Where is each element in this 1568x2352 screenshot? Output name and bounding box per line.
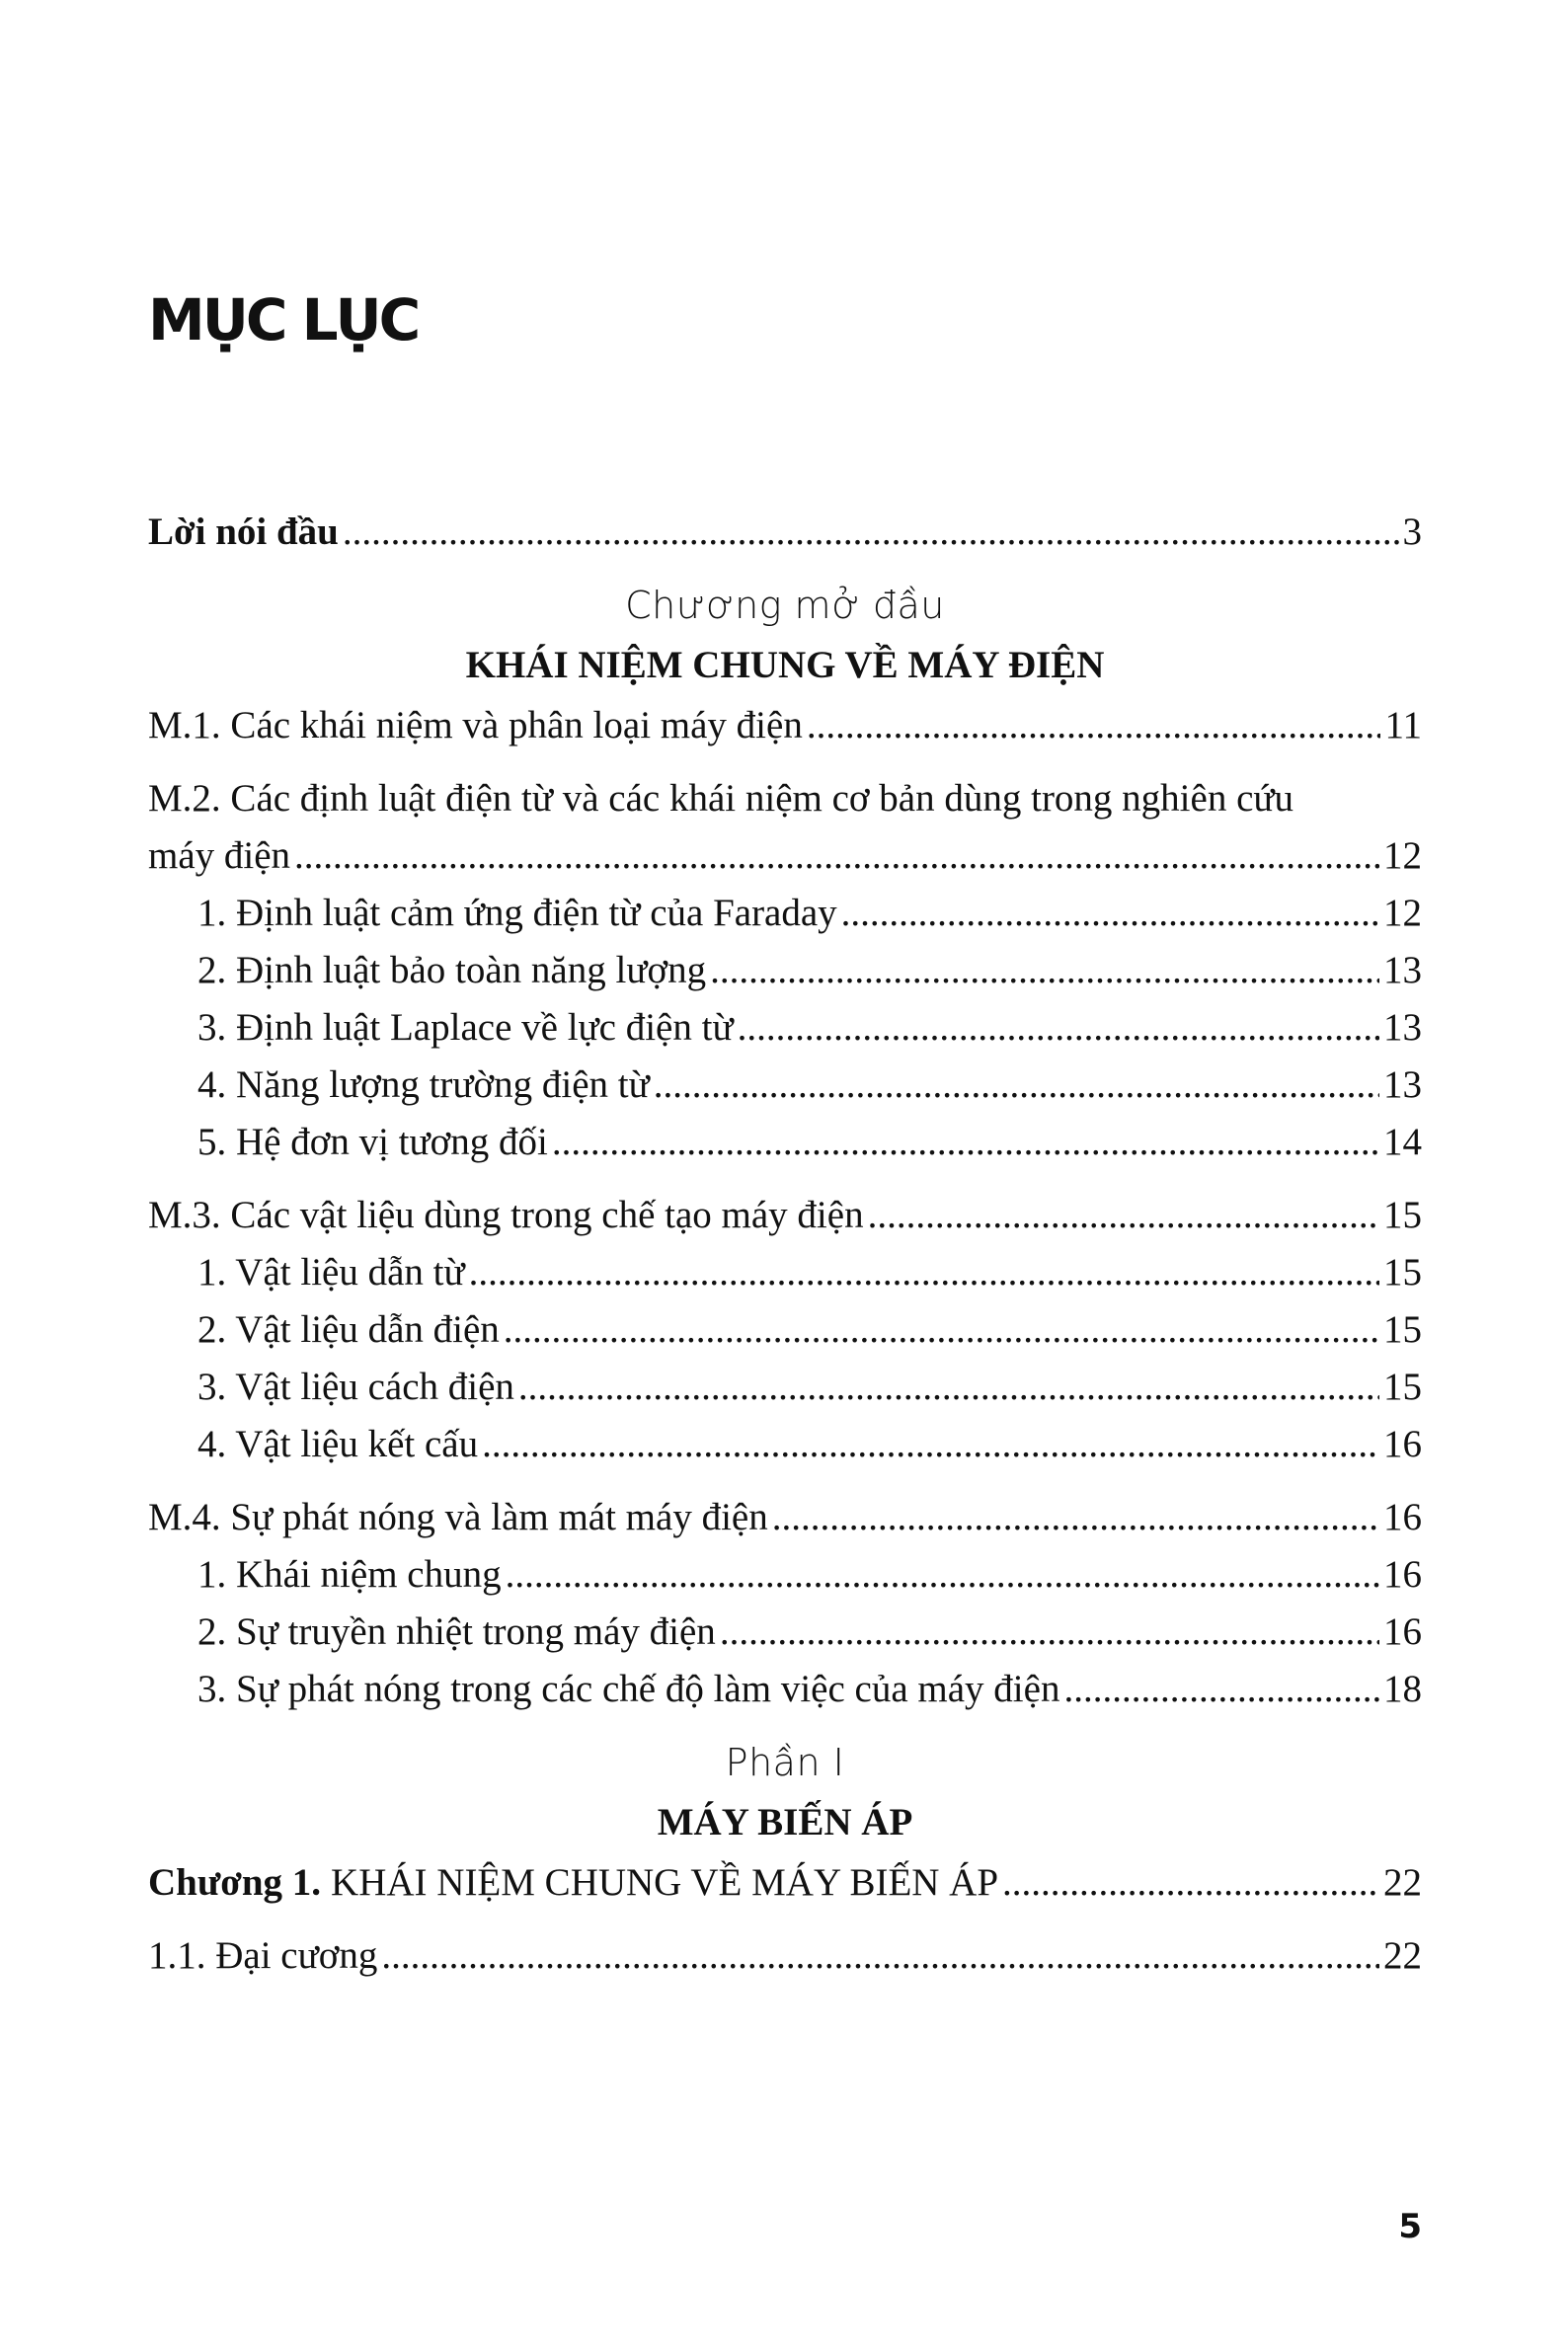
toc-entry-label: M.3. Các vật liệu dùng trong chế tạo máy điện bbox=[148, 1194, 864, 1236]
toc-entry-label: máy điện bbox=[148, 834, 291, 877]
toc-page-number: 22 bbox=[1383, 1934, 1422, 1977]
page-number: 5 bbox=[1398, 2207, 1422, 2246]
toc-page-number: 16 bbox=[1383, 1610, 1422, 1653]
toc-subentry[interactable] bbox=[148, 942, 1422, 999]
toc-subentry[interactable] bbox=[148, 1244, 1422, 1301]
dot-leader bbox=[504, 1301, 1379, 1359]
dot-leader bbox=[518, 1359, 1379, 1416]
dot-leader bbox=[294, 827, 1379, 885]
dot-leader bbox=[552, 1114, 1379, 1171]
part-label: Phần I bbox=[725, 1741, 845, 1784]
toc-entry-m2-line1[interactable]: M.2. Các định luật điện từ và các khái niệm cơ bản dùng trong nghiên cứu bbox=[148, 777, 1294, 820]
toc-page-number: 12 bbox=[1383, 834, 1422, 877]
dot-leader bbox=[469, 1244, 1379, 1301]
dot-leader bbox=[868, 1187, 1379, 1244]
toc-entry-label: 2. Sự truyền nhiệt trong máy điện bbox=[197, 1610, 716, 1653]
toc-page-number: 12 bbox=[1383, 892, 1422, 934]
toc-entry-label: Lời nói đầu bbox=[148, 510, 339, 553]
dot-leader bbox=[710, 942, 1379, 999]
toc-entry-label: 1. Định luật cảm ứng điện từ của Faraday bbox=[197, 892, 837, 934]
toc-subentry[interactable] bbox=[148, 1301, 1422, 1359]
chapter-prefix: Chương 1. bbox=[148, 1861, 322, 1904]
toc-entry-label: 1.1. Đại cương bbox=[148, 1934, 378, 1977]
toc-page-number: 11 bbox=[1384, 704, 1422, 746]
part-title: MÁY BIẾN ÁP bbox=[657, 1801, 913, 1843]
toc-page-number: 22 bbox=[1383, 1861, 1422, 1904]
toc-subentry[interactable] bbox=[148, 1661, 1422, 1718]
toc-page-number: 15 bbox=[1383, 1251, 1422, 1294]
toc-entry-m2[interactable] bbox=[148, 827, 1422, 885]
dot-leader bbox=[381, 1927, 1379, 1985]
toc-entry-label: 4. Vật liệu kết cấu bbox=[197, 1423, 479, 1465]
toc-page-number: 13 bbox=[1383, 1063, 1422, 1106]
toc-entry-m4[interactable] bbox=[148, 1489, 1422, 1546]
dot-leader bbox=[506, 1546, 1379, 1604]
dot-leader bbox=[1002, 1854, 1379, 1912]
toc-entry-label: M.4. Sự phát nóng và làm mát máy điện bbox=[148, 1496, 768, 1538]
toc-entry-label: 1. Khái niệm chung bbox=[197, 1553, 502, 1596]
toc-entry-m1[interactable] bbox=[148, 697, 1422, 754]
toc-entry-1-1[interactable] bbox=[148, 1927, 1422, 1985]
toc-subentry[interactable] bbox=[148, 885, 1422, 942]
toc-entry-m3[interactable] bbox=[148, 1187, 1422, 1244]
toc-subentry[interactable] bbox=[148, 1546, 1422, 1604]
toc-subentry[interactable] bbox=[148, 1114, 1422, 1171]
chapter-title: KHÁI NIỆM CHUNG VỀ MÁY ĐIỆN bbox=[465, 644, 1105, 686]
toc-page-number: 13 bbox=[1383, 949, 1422, 991]
dot-leader bbox=[654, 1057, 1379, 1114]
toc-entry-label: KHÁI NIỆM CHUNG VỀ MÁY BIẾN ÁP bbox=[331, 1861, 999, 1904]
dot-leader bbox=[772, 1489, 1379, 1546]
toc-entry-label: M.1. Các khái niệm và phân loại máy điện bbox=[148, 704, 803, 746]
dot-leader bbox=[1063, 1661, 1379, 1718]
toc-page-number: 16 bbox=[1383, 1496, 1422, 1538]
dot-leader bbox=[807, 697, 1381, 754]
toc-page-number: 15 bbox=[1383, 1366, 1422, 1408]
toc-subentry[interactable] bbox=[148, 1359, 1422, 1416]
toc-entry-label: 3. Định luật Laplace về lực điện từ bbox=[197, 1006, 734, 1049]
toc-page-number: 16 bbox=[1383, 1423, 1422, 1465]
toc-page-number: 18 bbox=[1383, 1668, 1422, 1710]
dot-leader bbox=[343, 504, 1399, 561]
toc-page-number: 14 bbox=[1383, 1121, 1422, 1163]
toc-page-number: 15 bbox=[1383, 1194, 1422, 1236]
toc-subentry[interactable] bbox=[148, 1604, 1422, 1661]
page-title: MỤC LỤC bbox=[148, 286, 419, 353]
toc-entry-chapter-1[interactable] bbox=[148, 1854, 1422, 1912]
toc-subentry[interactable] bbox=[148, 1416, 1422, 1473]
chapter-label: Chương mở đầu bbox=[625, 584, 945, 627]
table-of-contents bbox=[148, 504, 1422, 1985]
toc-entry-label: 4. Năng lượng trường điện từ bbox=[197, 1063, 650, 1106]
dot-leader bbox=[841, 885, 1379, 942]
dot-leader bbox=[738, 999, 1379, 1057]
toc-page-number: 13 bbox=[1383, 1006, 1422, 1049]
toc-entry-label: 3. Sự phát nóng trong các chế độ làm việc của máy điện bbox=[197, 1668, 1060, 1710]
toc-entry-preface[interactable] bbox=[148, 504, 1422, 561]
toc-subentry[interactable] bbox=[148, 999, 1422, 1057]
dot-leader bbox=[720, 1604, 1379, 1661]
toc-entry-label: 2. Vật liệu dẫn điện bbox=[197, 1308, 500, 1351]
toc-entry-label: 2. Định luật bảo toàn năng lượng bbox=[197, 949, 707, 991]
toc-entry-label: 3. Vật liệu cách điện bbox=[197, 1366, 514, 1408]
dot-leader bbox=[482, 1416, 1379, 1473]
toc-entry-label: 1. Vật liệu dẫn từ bbox=[197, 1251, 465, 1294]
toc-subentry[interactable] bbox=[148, 1057, 1422, 1114]
toc-page-number: 3 bbox=[1402, 510, 1422, 553]
toc-page-number: 15 bbox=[1383, 1308, 1422, 1351]
toc-page-number: 16 bbox=[1383, 1553, 1422, 1596]
toc-entry-label: 5. Hệ đơn vị tương đối bbox=[197, 1121, 548, 1163]
